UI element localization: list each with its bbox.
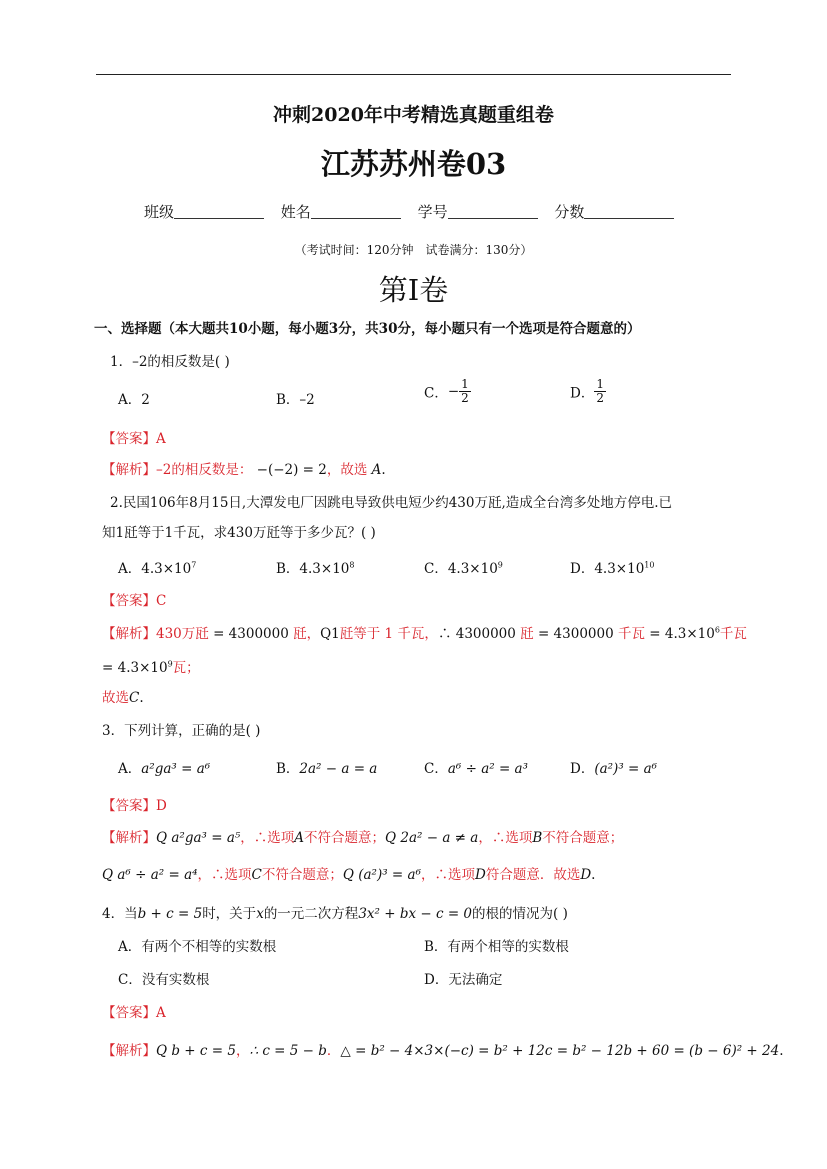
q3-option-b — [276, 757, 377, 777]
q3-a-l1-m1: Q a²ga³ = a⁵ — [156, 830, 241, 846]
q1-option-d — [570, 378, 606, 405]
q3-a-l2-v1: C — [251, 867, 262, 883]
q3-option-d — [570, 757, 657, 777]
q2-analysis-line2 — [102, 656, 200, 676]
q1-analysis-math: −(−2) = 2 — [256, 462, 327, 478]
q2-a-l1-g: 瓩 — [520, 626, 534, 642]
q2-stem-line1: 2.民国106年8月15日,大潭发电厂因跳电导致供电短少约430万瓩,造成全台湾多处地方停电.已 — [110, 495, 673, 511]
q1-option-c-den: 2 — [461, 391, 469, 405]
q3-a-l2-t2: 不符合题意； — [261, 867, 343, 883]
q2-analysis-line1 — [102, 622, 747, 642]
q4-stem — [102, 902, 568, 922]
q2-a-l2-b: 瓦； — [172, 660, 200, 676]
q3-option-c-math: a⁶ ÷ a² = a³ — [447, 761, 529, 777]
q4-a-t3: . — [779, 1043, 784, 1059]
q2-a-l1-b: = 4300000 — [208, 626, 294, 642]
q2-a-l1-a: 430万瓩 — [156, 626, 209, 642]
q1-analysis-end: ，故选 — [326, 462, 368, 478]
field-score-label: 分数 — [554, 203, 585, 221]
volume-title: 第Ⅰ卷 — [378, 273, 449, 307]
q4-stem-x: x — [256, 906, 264, 922]
q2-a-l1-d: Q1 — [320, 626, 340, 642]
q4-stem-a: 4．当 — [102, 906, 138, 922]
field-class-label: 班级 — [144, 203, 175, 221]
q1-option-a: A．2 — [118, 392, 150, 408]
q1-option-d-num: 1 — [596, 377, 604, 391]
q2-a-l1-exp: 6 — [714, 625, 720, 635]
q1-option-c — [424, 378, 471, 405]
q1-option-d-fraction — [594, 378, 606, 405]
q2-option-c-exp: 9 — [497, 560, 503, 570]
q1-analysis-dot: . — [381, 462, 386, 478]
q4-a-m1: Q b + c = 5 — [156, 1043, 236, 1059]
q2-a-l1-i: 千瓦 — [617, 626, 645, 642]
q1-option-b: B．–2 — [276, 392, 315, 408]
q3-a-l2-m1: Q a⁶ ÷ a² = a⁴ — [102, 867, 198, 883]
q2-option-d — [570, 557, 654, 577]
q2-option-a-exp: 7 — [191, 560, 197, 570]
section-title: 一、选择题（本大题共10小题，每小题3分，共30分，每小题只有一个选项是符合题意的） — [94, 321, 641, 337]
q3-option-d-label: D． — [570, 761, 595, 777]
q2-a-l3-dot: . — [139, 690, 144, 706]
q2-a-l2-exp: 9 — [167, 659, 173, 669]
field-id-label: 学号 — [417, 203, 448, 221]
q1-option-d-den: 2 — [596, 391, 604, 405]
q3-option-a-math: a²ga³ = a⁶ — [141, 761, 211, 777]
q3-a-l2-v2: D — [475, 867, 486, 883]
field-id-blank — [448, 204, 538, 219]
q2-option-b-exp: 8 — [349, 560, 355, 570]
q3-a-l1-v1: A — [294, 830, 305, 846]
q4-a-m2: ∴ c = 5 − b — [249, 1043, 327, 1059]
q2-option-d-exp: 10 — [644, 560, 655, 570]
q3-option-a-label: A． — [118, 761, 142, 777]
q2-a-l1-f: ∴ 4300000 — [437, 626, 521, 642]
time-info: （考试时间：120分钟 试卷满分：130分） — [294, 243, 533, 257]
q4-analysis — [102, 1039, 784, 1059]
q3-a-l1-m2: Q 2a² − a ≠ a — [385, 830, 479, 846]
q3-a-l2-m2: Q (a²)³ = a⁶ — [342, 867, 421, 883]
q4-option-c: C．没有实数根 — [118, 972, 210, 988]
q3-a-l2-t4: 符合题意．故选 — [485, 867, 581, 883]
q1-option-c-sign: − — [447, 383, 460, 400]
q1-option-c-num: 1 — [461, 377, 469, 391]
q2-answer: 【答案】C — [102, 593, 167, 609]
q3-option-c — [424, 757, 528, 777]
q4-stem-d: 的根的情况为( ) — [472, 906, 568, 922]
q2-a-l1-c: 瓩， — [293, 626, 321, 642]
q3-a-l2-t1: ，∴选项 — [197, 867, 252, 883]
q2-option-a-text: A．4.3×10 — [118, 561, 192, 577]
q1-analysis-choice: A — [371, 462, 382, 478]
q2-a-l1-k: 千瓦 — [719, 626, 747, 642]
q3-option-b-math: 2a² − a = a — [299, 761, 378, 777]
q3-a-l2-dot: . — [591, 867, 596, 883]
q2-analysis-line3 — [102, 686, 144, 706]
q1-option-d-label: D． — [570, 385, 595, 402]
q4-stem-m1: b + c = 5 — [137, 906, 203, 922]
q1-answer: 【答案】A — [102, 431, 166, 447]
q2-a-l1-h: = 4300000 — [533, 626, 618, 642]
q4-option-b: B．有两个相等的实数根 — [424, 939, 569, 955]
q3-analysis-line2 — [102, 863, 595, 883]
q2-option-a — [118, 557, 196, 577]
q2-a-l3-choice: C — [129, 690, 140, 706]
q3-a-l1-t4: 不符合题意； — [542, 830, 624, 846]
q2-a-l2-a: = 4.3×10 — [102, 660, 168, 676]
q3-option-c-label: C． — [424, 761, 448, 777]
q2-option-c — [424, 557, 503, 577]
q2-option-d-text: D．4.3×10 — [570, 561, 645, 577]
q4-a-m3: △ = b² − 4×3×(−c) = b² + 12c = b² − 12b + 60 = (b − 6)² + 24 — [340, 1043, 780, 1059]
q2-a-l1-j: = 4.3×10 — [644, 626, 715, 642]
q4-stem-m2: 3x² + bx − c = 0 — [358, 906, 473, 922]
q1-stem: 1．–2的相反数是( ) — [110, 354, 230, 370]
q4-stem-b: 时，关于 — [202, 906, 257, 922]
header-rule — [96, 74, 731, 75]
q4-option-d: D．无法确定 — [424, 972, 503, 988]
q1-option-c-label: C． — [424, 385, 448, 402]
q4-a-t2: ． — [326, 1043, 341, 1059]
q3-answer: 【答案】D — [102, 798, 167, 814]
q2-stem-line2: 知1瓩等于1千瓦，求430万瓩等于多少瓦？( ) — [102, 525, 376, 541]
q2-option-c-text: C．4.3×10 — [424, 561, 498, 577]
student-fields — [144, 201, 686, 222]
q1-analysis-text: –2的相反数是： — [156, 462, 253, 478]
q2-a-l1-e: 瓩等于 1 千瓦， — [339, 626, 438, 642]
q2-analysis-tag: 【解析】 — [102, 626, 156, 642]
q3-a-l2-t3: ，∴选项 — [421, 867, 475, 883]
field-name-label: 姓名 — [280, 203, 311, 221]
field-class-blank — [174, 204, 264, 219]
q4-stem-c: 的一元二次方程 — [263, 906, 359, 922]
q3-a-l1-v2: B — [532, 830, 543, 846]
exam-subtitle: 江苏苏州卷03 — [320, 147, 507, 181]
q3-a-l2-v3: D — [580, 867, 592, 883]
q3-a-l1-t1: ，∴选项 — [240, 830, 295, 846]
q2-option-b — [276, 557, 354, 577]
q1-option-c-fraction — [459, 378, 471, 405]
q3-option-d-math: (a²)³ = a⁶ — [594, 761, 658, 777]
q2-option-b-text: B．4.3×10 — [276, 561, 350, 577]
q3-option-b-label: B． — [276, 761, 300, 777]
q4-a-t1: ， — [235, 1043, 250, 1059]
exam-title: 冲刺2020年中考精选真题重组卷 — [273, 104, 554, 126]
q3-analysis-line1 — [102, 826, 623, 846]
q3-a-l1-t2: 不符合题意； — [304, 830, 386, 846]
q1-analysis — [102, 458, 386, 478]
q3-stem: 3．下列计算，正确的是( ) — [102, 723, 261, 739]
q4-analysis-tag: 【解析】 — [102, 1043, 156, 1059]
q3-option-a — [118, 757, 210, 777]
q4-option-a: A．有两个不相等的实数根 — [118, 939, 277, 955]
q2-a-l3: 故选 — [102, 690, 129, 706]
q3-a-l1-t3: ，∴选项 — [478, 830, 533, 846]
q4-answer: 【答案】A — [102, 1005, 166, 1021]
field-name-blank — [311, 204, 401, 219]
field-score-blank — [584, 204, 674, 219]
q3-analysis-tag: 【解析】 — [102, 830, 156, 846]
q1-analysis-tag: 【解析】 — [102, 462, 156, 478]
